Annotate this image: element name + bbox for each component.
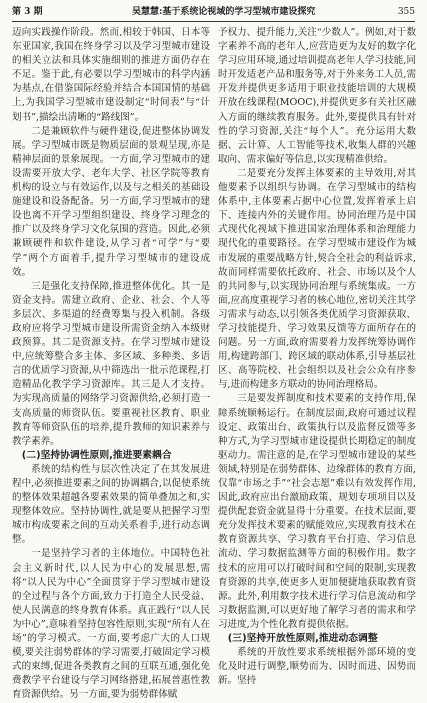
issue-number: 第 3 期 (12, 7, 43, 17)
section-heading: (二)坚持协调性原则,推进要素耦合 (21, 449, 172, 461)
paragraph: 予权力、提升能力,关注“少数人”。例如,对于数字素养不高的老年人,应营造更为友好的数字化学习应用环境,通过培训提高老年人学习技能,同时开发适老产品和服务等,对于外来务工人员,需开发并提供更多适用于职业技能培训的大规模开放在线课程(MOOC),并提供更多有关社区融入方面的继续教育服务。此外,要提供具有针对性的学习资源,关注“每个人”。充分运用大数据、云计算、人工智能等技术,收集人群的兴趣取向、需求偏好等信息,以实现精准供给。 (218, 27, 416, 165)
paragraph: 一是坚持学习者的主体地位。中国特色社会主义新时代,以人民为中心的发展思想,需将“以人民为中心”全面贯穿于学习型城市建设的全过程与各个方面,致力于打造全人民受益、使人民满意的终身教育体系。真正践行“以人民为中心”,意味着坚持包容性原则,实现“所有人在场”的学习模式。一方面,要考虑广大的人口规模,要关注弱势群体的学习需要,打破固定学习模式的束缚,促进各类教育之间的互联互通,强化免费教学平台建设与学习网络搭建,拓展普惠性教育资源供给。另一方面,要为弱势群体赋 (12, 548, 210, 701)
page-number: 355 (397, 7, 415, 17)
left-column (12, 26, 210, 701)
section-heading: (三)坚持开放性原则,推进动态调整 (227, 633, 378, 645)
paragraph: 二是兼顾软件与硬件建设,促进整体协调发展。学习型城市既是物质层面的景观呈现,亦是精神层面的景象展现。一方面,学习型城市的建设需要开放大学、老年大学、社区学院等教育机构的设立与有效运作,以及与之相关的基础设施建设和设备配备。另一方面,学习型城市的建设也离不开学习型组织建设、终身学习理念的推广以及终身学习文化氛围的营造。因此,必须兼顾硬件和软件建设,从学习者“可学”与“要学”两个方面着手,提升学习型城市的建设成效。 (12, 125, 210, 278)
running-title: 吴慧慧:基于系统论视域的学习型城市建设探究 (132, 7, 316, 17)
paragraph: 迈向实践操作阶段。然而,相较于韩国、日本等东亚国家,我国在终身学习以及学习型城市建设的相关立法和具体实施细则的推进方面仍存在不足。鉴于此,有必要以学习型城市的科学内涵为基点,在借鉴国际经验并结合本国国情的基础上,为我国学习型城市建设制定“时间表”与“计划书”,描绘出清晰的“路线图”。 (12, 27, 210, 123)
paragraph: 二是要充分发挥主体要素的主导效用,对其他要素予以组织与协调。在学习型城市的结构体系中,主体要素占据中心位置,发挥着承上启下、连接内外的关键作用。协同治理乃是中国式现代化视域下推进国家治理体系和治理能力现代化的重要路径。在学习型城市建设作为城市发展的重要战略方针,契合全社会的利益诉求,故而同样需要依托政府、社会、市场以及个人的共同参与,以实现协同治理与系统集成。一方面,应高度重视学习者的核心地位,密切关注其学习需求与动态,以引领各类优质学习资源获取、学习技能提升、学习效果反馈等方面所存在的问题。另一方面,政府需要着力发挥统筹协调作用,构建跨部门、跨区域的联动体系,引导基层社区、高等院校、社会组织以及社会公众有序参与,进而构建多方联动的协同治理格局。 (218, 167, 416, 391)
paragraph: 三是要发挥制度和技术要素的支持作用,保障系统顺畅运行。在制度层面,政府可通过议程设定、政策出台、政策执行以及监督反馈等多种方式,为学习型城市建设提供长期稳定的制度驱动力。需注意的是,在学习型城市建设的某些领域,特别是在弱势群体、边缘群体的教育方面,仅靠“市场之手”“社会志愿”难以有效发挥作用,因此,政府应出台激励政策、规划专项项目以及提供配套资金就显得十分重要。在技术层面,要充分发挥技术要素的赋能效应,实现教育技术在教育资源共享、学习教育平台打造、学习信息流动、学习数据监测等方面的积极作用。数字技术的应用可以打破时间和空间的限制,实现教育资源的共享,使更多人更加便捷地获取教育资源。此外,利用数字技术进行学习信息流动和学习数据监测,可以更好地了解学习者的需求和学习进度,为个性化教育提供依据。 (218, 393, 416, 630)
running-header (12, 4, 415, 20)
paragraph: 系统的开放性要求系统根据外部环境的变化及时进行调整,顺势而为、因时而进、因势而新。坚持 (218, 647, 416, 687)
paragraph: 系统的结构性与层次性决定了在其发展进程中,必须推进要素之间的协调耦合,以促使系统的整体效果超越各要素效果的简单叠加之和,实现整体效应。坚持协调性,就是要从把握学习型城市构成要素之间的互动关系着手,进行动态调整。 (12, 463, 210, 546)
paragraph: 三是强化支持保障,推进整体优化。其一是资金支持。需建立政府、企业、社会、个人等多层次、多渠道的经费筹集与投入机制。各级政府应将学习型城市建设所需资金纳入本级财政预算。其二是资源支持。在学习型城市建设中,应统筹整合多主体、多区域、多种类、多语言的优质学习资源,从中筛选出一批示范课程,打造精品化教学学习资源库。其三是人才支持。为实现高质量的网络学习资源供给,必须打造一支高质量的师资队伍。要重视社区教育、职业教育等师资队伍的培养,提升教师的知识素养与教学素养。 (12, 280, 210, 447)
header-rule (12, 21, 415, 22)
right-column (218, 26, 416, 687)
